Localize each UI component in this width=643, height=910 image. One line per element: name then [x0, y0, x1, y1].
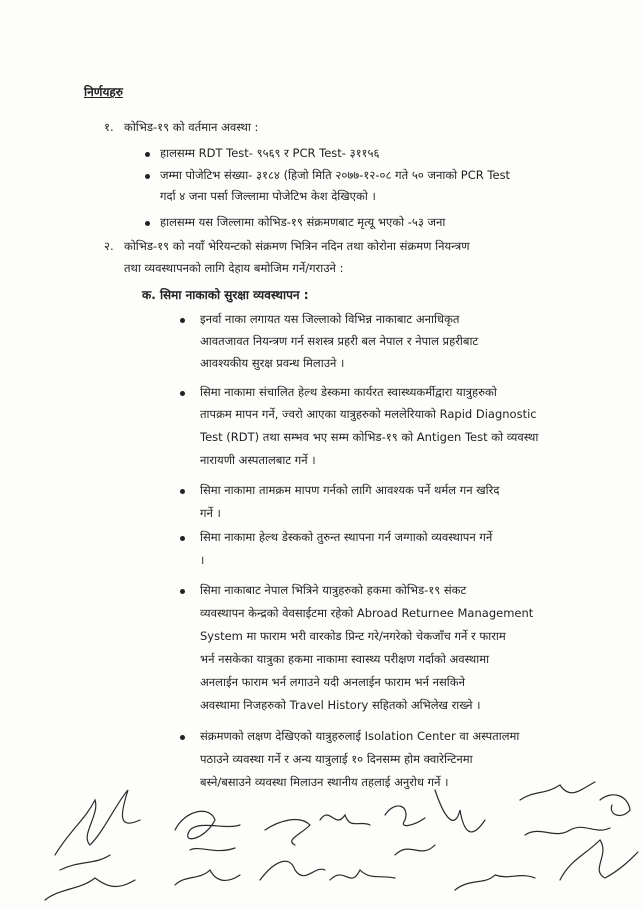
- signature-1: [55, 790, 140, 870]
- signature-3: [175, 811, 240, 850]
- bullet-icon: [180, 318, 185, 323]
- bullet-icon: [180, 735, 185, 740]
- bullet-icon: [145, 174, 150, 179]
- item-1-bullet-3: हालसम्म यस जिल्लामा कोभिड-१९ संक्रमणबाट मृत्यू भएको -५३ जना: [160, 215, 446, 229]
- bullet-icon: [180, 536, 185, 541]
- sub-bullet-5-line-3: System मा फाराम भरी वारकोड प्रिन्ट गरे/नगरेको चेकजाँच गर्ने र फाराम: [200, 629, 506, 643]
- item-2-line-1: कोभिड-१९ को नयाँ भेरियन्टको संक्रमण भित्रिन नदिन तथा कोरोना संक्रमण नियन्त्रण: [124, 239, 470, 253]
- sub-bullet-6-line-3: बस्ने/बसाउने व्यवस्था मिलाउन स्थानीय तहलाई अनुरोध गर्ने ।: [200, 775, 449, 789]
- sub-bullet-6-line-1: संक्रमणको लक्षण देखिएको यात्रुहरुलाई Isolation Center वा अस्पतालमा: [200, 729, 520, 743]
- sub-bullet-1-line-3: आवश्यकीय सुरक्ष प्रवन्ध मिलाउने ।: [200, 356, 345, 370]
- signature-4: [175, 870, 240, 885]
- sub-bullet-5-line-1: सिमा नाकाबाट नेपाल भित्रिने यात्रुहरुको हकमा कोभिड-१९ संकट: [200, 583, 467, 597]
- sub-bullet-3-line-1: सिमा नाकामा तामक्रम मापण गर्नको लागि आवश्यक पर्ने थर्मल गन खरिद: [200, 483, 500, 497]
- item-1-title: कोभिड-१९ को वर्तमान अवस्था :: [124, 120, 259, 134]
- bullet-icon: [180, 391, 185, 396]
- sub-bullet-4-line-1: सिमा नाकामा हेल्थ डेस्कको तुरुन्त स्थापना गर्न जग्गाको व्यवस्थापन गर्ने: [200, 530, 493, 544]
- sub-bullet-5-line-4: भर्न नसकेका यात्रुका हकमा नाकामा स्वास्थ्य परीक्षण गर्दाको अवस्थामा: [200, 652, 490, 666]
- item-2-number: २.: [104, 239, 114, 253]
- sub-bullet-5-line-6: अवस्थामा निजहरुको Travel History सहितको अभिलेख राख्ने ।: [200, 698, 481, 712]
- sub-bullet-3-line-2: गर्ने ।: [200, 506, 221, 520]
- sub-bullet-2-line-2: तापक्रम मापन गर्ने, ज्वरो आएका यात्रुहरुको मललेरियाको Rapid Diagnostic: [200, 407, 537, 421]
- sub-bullet-2-line-4: नारायणी अस्पतालबाट गर्ने ।: [200, 453, 316, 467]
- item-1-bullet-2-line-2: गर्दा ४ जना पर्सा जिल्लामा पोजेटिभ केश देखिएको ।: [160, 189, 376, 203]
- item-2-line-2: तथा व्यवस्थापनको लागि देहाय बमोजिम गर्ने/गराउने :: [124, 261, 344, 275]
- sub-bullet-1-line-2: आवतजावत नियन्त्रण गर्न सशस्त्र प्रहरी बल नेपाल र नेपाल प्रहरीबाट: [200, 334, 479, 348]
- sub-bullet-2-line-3: Test (RDT) तथा सम्भव भए सम्म कोभिड-१९ को Antigen Test को व्यवस्था: [200, 430, 539, 444]
- signature-9: [520, 782, 610, 835]
- signatures-area: [0, 760, 643, 910]
- heading: निर्णयहरु: [84, 85, 123, 99]
- item-1-number: १.: [104, 120, 114, 134]
- sub-bullet-1-line-1: इनर्वा नाका लगायत यस जिल्लाको विभिन्न नाकाबाट अनाधिकृत: [200, 312, 460, 326]
- item-1-bullet-2-line-1: जम्मा पोजेटिभ संख्या- ३१८४ (हिजो मिति २०७७-१२-०८ गते ५० जनाको PCR Test: [160, 168, 511, 182]
- signature-6: [320, 815, 395, 880]
- bullet-icon: [145, 221, 150, 226]
- signature-8: [435, 790, 535, 890]
- signature-2: [45, 878, 135, 900]
- sub-bullet-2-line-1: सिमा नाकामा संचालित हेल्थ डेस्कमा कार्यरत स्वास्थ्यकर्मीद्वारा यात्रुहरुको: [200, 385, 497, 399]
- sub-bullet-6-line-2: पठाउने व्यवस्था गर्ने र अन्य यात्रुलाई १० दिनसम्म होम क्वारेन्टिनमा: [200, 752, 473, 766]
- signature-7: [385, 806, 435, 855]
- bullet-icon: [145, 152, 150, 157]
- item-1-bullet-1: हालसम्म RDT Test- ९५६९ र PCR Test- ३११५६: [160, 146, 380, 160]
- signature-5: [260, 820, 325, 880]
- bullet-icon: [180, 589, 185, 594]
- sub-bullet-4-line-2: ।: [200, 553, 205, 567]
- bullet-icon: [180, 489, 185, 494]
- sub-section-title: क. सिमा नाकाको सुरक्षा व्यवस्थापन :: [142, 288, 309, 302]
- signature-10: [560, 795, 638, 880]
- sub-bullet-5-line-5: अनलाईन फाराम भर्न लगाउने यदी अनलाईन फाराम भर्न नसकिने: [200, 675, 465, 689]
- sub-bullet-5-line-2: व्यवस्थापन केन्द्रको वेवसाईटमा रहेको Abroad Returnee Management: [200, 606, 534, 620]
